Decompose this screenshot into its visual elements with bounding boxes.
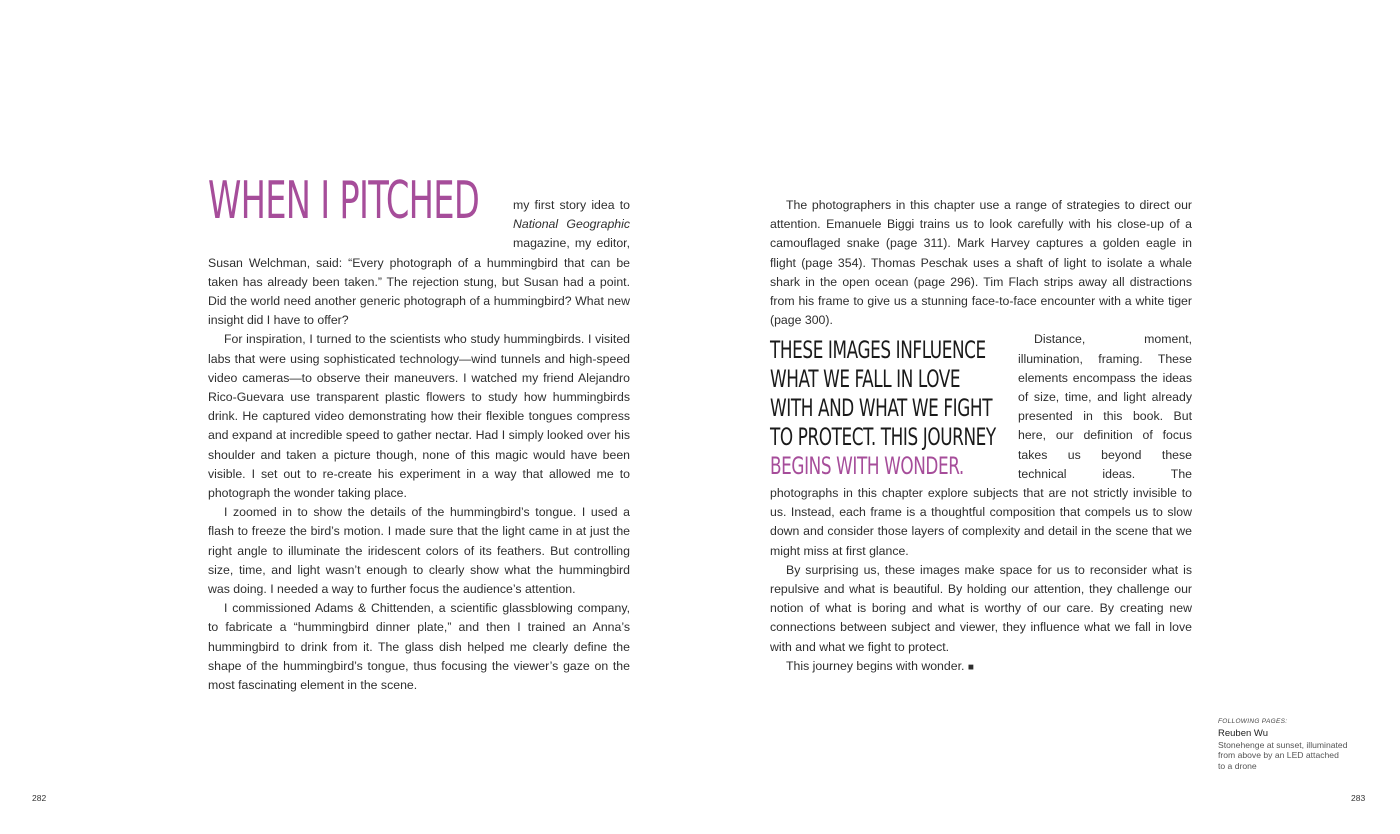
photo-caption	[1218, 717, 1348, 771]
left-paragraph-4: I commissioned Adams & Chittenden, a scientific glassblowing company, to fabricate a “hummingbird dinner plate,” and then I trained an Anna’s hummingbird to drink from it. The glass dish helped me clearly define the shape of the hummingbird’s tongue, thus focusing the viewer’s gaze on the most fascinating element in the scene.	[208, 601, 630, 693]
caption-label: FOLLOWING PAGES:	[1218, 718, 1288, 725]
para1-italic: National Geographic	[513, 217, 630, 232]
right-paragraph-2: Distance, moment, illumination, framing. These elements encompass the ideas of size, time, and light already presented in this book. But here, our definition of focus takes us beyond these technical ideas. The photographs in this chapter explore subjects that are not strictly invisible to us. Instead, each frame is a thoughtful composition that compels us to slow down and consider those layers of complexity and detail in the scene that we might miss at first glance.	[770, 332, 1192, 558]
right-paragraph-3: By surprising us, these images make space for us to reconsider what is repulsive and what is beautiful. By holding our attention, they challenge our notion of what is boring and what is worthy of our care. By creating new connections between subject and viewer, they influence what we fall in love with and what we fight to protect.	[770, 562, 1192, 654]
para1-lead: my first story idea to	[513, 198, 630, 212]
pull-quote-main: THESE IMAGES INFLUENCE WHAT WE FALL IN LOVE WITH AND WHAT WE FIGHT TO PROTECT. THIS JOURNEY	[770, 336, 996, 452]
caption-photographer: Reuben Wu	[1218, 727, 1268, 739]
pull-quote-accent: BEGINS WITH WONDER.	[770, 452, 964, 481]
para1-rest: magazine, my editor, Susan Welchman, said: “Every photograph of a hummingbird that can be taken has already been taken.” The rejection stung, but Susan had a point. Did the world need another generic photograph of a hummingbird? What new insight did I have to offer?	[208, 236, 630, 328]
right-paragraph-4	[770, 657, 1192, 677]
page-number-right: 283	[1351, 793, 1366, 803]
pull-quote	[770, 336, 1008, 481]
left-page-column	[208, 171, 630, 695]
caption-text: Stonehenge at sunset, illuminated from above by an LED attached to a drone	[1218, 739, 1348, 771]
page-number-left: 282	[32, 793, 47, 803]
drop-heading: WHEN I PITCHED	[208, 171, 480, 231]
left-paragraph-3: I zoomed in to show the details of the hummingbird’s tongue. I used a flash to freeze the bird’s motion. I made sure that the light came in at just the right angle to illuminate the iridescent colors of its feathers. But controlling size, time, and light wasn’t enough to clearly show what the hummingbird was doing. I needed a way to further focus the audience’s attention.	[208, 505, 630, 597]
closing-line: This journey begins with wonder.	[786, 658, 965, 673]
right-paragraph-1: The photographers in this chapter use a range of strategies to direct our attention. Emanuele Biggi trains us to look carefully with his close-up of a camouflaged snake (page 311). Mark Harvey captures a golden eagle in flight (page 354). Thomas Peschak uses a shaft of light to isolate a whale shark in the open ocean (page 296). Tim Flach strips away all distractions from his frame to give us a stunning face-to-face encounter with a white tiger (page 300).	[770, 198, 1192, 328]
left-paragraph-2: For inspiration, I turned to the scientists who study hummingbirds. I visited labs that were using sophisticated technology—wind tunnels and high-speed video cameras—to observe their maneuvers. I watched my friend Alejandro Rico-Guevara use transparent plastic flowers to study how hummingbirds drink. He captured video demonstrating how their flexible tongues compress and expand at incredible speed to gather nectar. Had I simply looked over his shoulder and taken a picture though, none of this magic would have been visible. I set out to re-create his experiment in a way that allowed me to photograph the wonder taking place.	[208, 332, 630, 501]
right-page-column	[770, 196, 1192, 677]
drop-heading-box	[208, 171, 513, 238]
end-mark: ■	[967, 661, 974, 673]
